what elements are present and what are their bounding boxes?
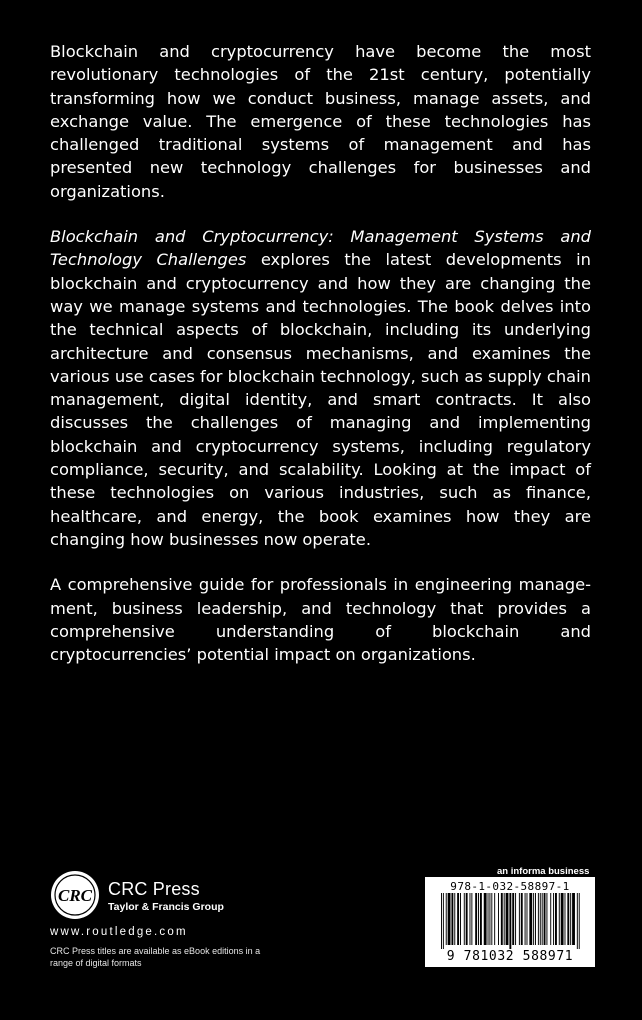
barcode-bar — [565, 893, 566, 945]
informa-tagline: an informa business — [497, 866, 590, 877]
barcode-digits: 9 781032 588971 — [446, 949, 574, 964]
publisher-name: CRC Press — [108, 879, 200, 899]
barcode-bar — [454, 893, 455, 945]
barcode-bar — [546, 893, 547, 945]
barcode-bar — [512, 893, 514, 945]
barcode-bars — [439, 893, 581, 949]
back-cover-description — [50, 40, 591, 666]
barcode-bar — [525, 893, 526, 945]
barcode-bar — [567, 893, 569, 945]
barcode-bar — [515, 893, 516, 945]
barcode-bar — [460, 893, 461, 945]
description-paragraph-1: Blockchain and cryptocurrency have become the most revolutionary technologies of the 21st century, potentially transforming how we conduct business, manage assets, and exchange value. The emergence of these technologies has challenged traditional systems of management and has presented new technology challenges for businesses and organizations. — [50, 42, 591, 201]
barcode-bar — [441, 893, 442, 949]
description-paragraph-2 — [50, 225, 591, 551]
barcode-bar — [519, 893, 520, 945]
barcode-bar — [504, 893, 505, 945]
crc-logo-text: CRC — [57, 886, 93, 905]
barcode-bar — [471, 893, 472, 945]
barcode-bar — [577, 893, 578, 949]
barcode-bar — [555, 893, 557, 945]
barcode-bar — [446, 893, 447, 945]
isbn-number: 978-1-032-58897-1 — [450, 880, 570, 893]
barcode-bar — [553, 893, 554, 945]
barcode-bar — [572, 893, 575, 945]
description-paragraph-2-body: explores the latest developments in blockchain and cryptocurrency and how they are changing the way we manage systems and technologies. The book delves into the technical aspects of blockchain, including its underlying architecture and consensus mechanisms, and examines the various use cases for blockchain technology, such as supply chain management, digital identity, and smart contracts. It also discusses the challenges of managing and implementing blockchain and cryptocurrency systems, including regulatory compliance, security, and scalability. Looking at the impact of these technologies on various industries, such as finance, healthcare, and energy, the book examines how they are changing how businesses now operate. — [50, 250, 591, 549]
barcode-bar — [501, 893, 503, 945]
barcode-bar — [544, 893, 546, 945]
barcode-bar — [484, 893, 487, 945]
barcode-bar — [527, 893, 528, 945]
barcode-bar — [498, 893, 499, 945]
barcode-bar — [561, 893, 564, 945]
barcode-bar — [466, 893, 468, 945]
publisher-group: Taylor & Francis Group — [108, 901, 224, 913]
publisher-url: www.routledge.com — [50, 926, 188, 938]
barcode-bar — [475, 893, 477, 945]
crc-logo-icon — [50, 870, 100, 920]
barcode-bar — [464, 893, 465, 945]
barcode-bar — [448, 893, 451, 945]
barcode-bar — [489, 893, 490, 945]
barcode-bar — [506, 893, 509, 945]
barcode-bar — [535, 893, 536, 945]
barcode-bar — [559, 893, 560, 945]
barcode-bar — [488, 893, 489, 945]
barcode-bar — [491, 893, 492, 945]
ebook-note: CRC Press titles are available as eBook editions in a range of digital formats — [50, 946, 261, 968]
barcode-bar — [494, 893, 495, 945]
barcode-bar — [509, 893, 511, 949]
description-paragraph-3: A comprehensive guide for professionals in engineering management, business leadership, and technology that provides a comprehensive understanding of blockchain and cryptocurrencies’ potential impact on organizations. — [50, 575, 591, 665]
book-title-italic: Blockchain and Cryptocurrency: Management Systems and Technology Challenges — [50, 227, 591, 270]
barcode-bar — [533, 893, 534, 945]
barcode-bar — [480, 893, 482, 945]
barcode-bar — [478, 893, 479, 945]
barcode-bar — [470, 893, 471, 945]
barcode-bar — [451, 893, 453, 945]
isbn-barcode — [425, 877, 595, 967]
barcode-bar — [542, 893, 543, 945]
barcode-bar — [529, 893, 532, 945]
barcode-bar — [579, 893, 580, 949]
barcode-bar — [457, 893, 459, 945]
barcode-bar — [540, 893, 541, 945]
barcode-bar — [521, 893, 523, 945]
barcode-bar — [550, 893, 551, 945]
barcode-bar — [538, 893, 539, 945]
publisher-block — [50, 870, 280, 980]
barcode-bar — [443, 893, 444, 949]
barcode-bar — [570, 893, 571, 945]
